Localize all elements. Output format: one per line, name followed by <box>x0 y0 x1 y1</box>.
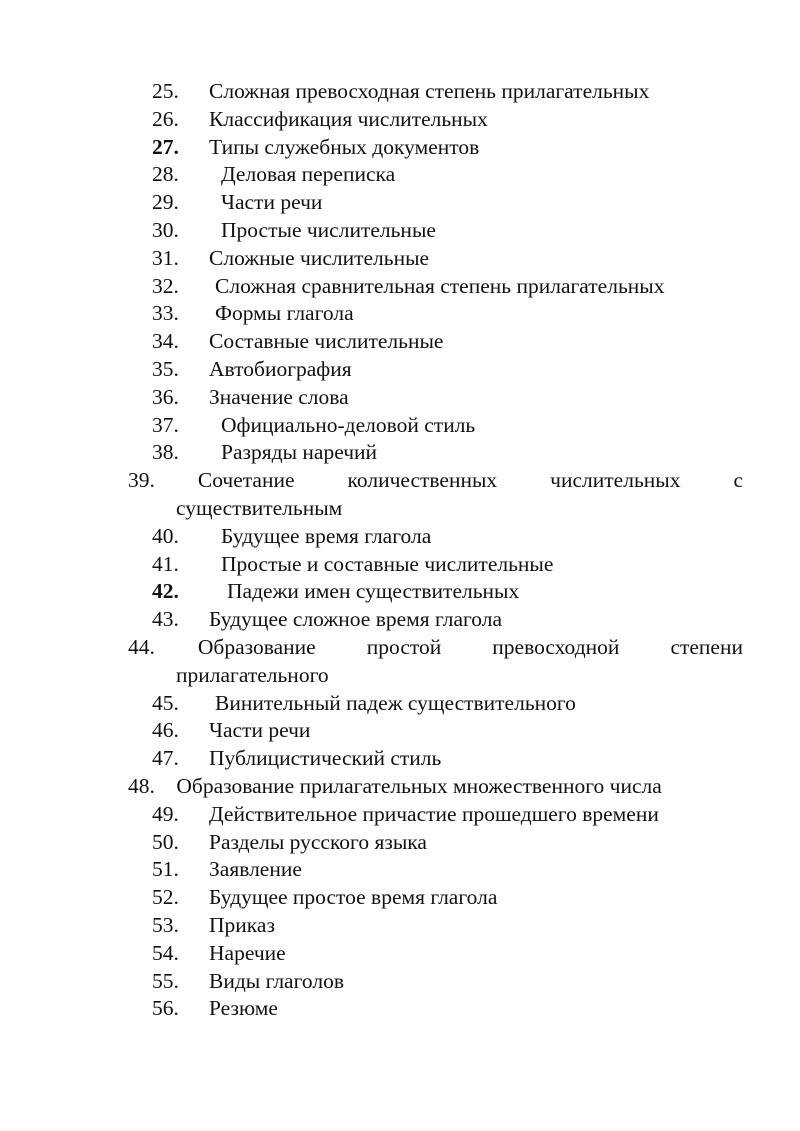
item-number: 32. <box>152 273 179 298</box>
item-number: 40. <box>152 523 179 548</box>
item-number: 36. <box>152 384 179 409</box>
item-number: 45. <box>152 690 179 715</box>
item-text: Официально-деловой стиль <box>221 412 476 437</box>
item-number: 29. <box>152 190 179 215</box>
item-number: 27. <box>152 134 179 159</box>
list-item <box>152 578 743 606</box>
list-item <box>128 467 743 523</box>
list-item <box>152 106 743 134</box>
list-item <box>152 717 743 745</box>
list-item <box>152 439 743 467</box>
item-text: Простые числительные <box>221 217 436 242</box>
list-item <box>152 745 743 773</box>
item-number: 52. <box>152 885 179 910</box>
list-item <box>152 690 743 718</box>
item-text: Разделы русского языка <box>209 829 427 854</box>
item-text: Публицистический стиль <box>209 746 442 771</box>
item-number: 26. <box>152 106 179 131</box>
item-text: Сочетание количественных числительных с существительным <box>176 468 743 520</box>
item-number: 35. <box>152 356 179 381</box>
item-number: 44. <box>128 634 155 659</box>
topic-list <box>128 78 743 1023</box>
list-item <box>152 273 743 301</box>
list-item <box>152 856 743 884</box>
item-text: Составные числительные <box>209 329 444 354</box>
list-item <box>152 551 743 579</box>
list-item <box>152 412 743 440</box>
item-text: Деловая переписка <box>221 162 396 187</box>
item-text: Приказ <box>209 912 275 937</box>
item-text: Образование прилагательных множественного числа <box>176 773 662 798</box>
item-number: 38. <box>152 440 179 465</box>
item-number: 28. <box>152 162 179 187</box>
item-text: Заявление <box>209 857 302 882</box>
item-number: 42. <box>152 579 179 604</box>
item-number: 50. <box>152 829 179 854</box>
item-number: 55. <box>152 968 179 993</box>
list-item <box>152 78 743 106</box>
item-number: 56. <box>152 996 179 1021</box>
item-number: 34. <box>152 329 179 354</box>
item-text: Значение слова <box>209 384 349 409</box>
list-item <box>152 884 743 912</box>
item-number: 31. <box>152 245 179 270</box>
item-text: Сложная сравнительная степень прилагательных <box>215 273 665 298</box>
list-item <box>152 356 743 384</box>
list-item <box>152 189 743 217</box>
item-text: Падежи имен существительных <box>227 579 520 604</box>
item-number: 51. <box>152 857 179 882</box>
list-item <box>128 634 743 690</box>
item-number: 54. <box>152 940 179 965</box>
list-item <box>152 384 743 412</box>
item-text: Части речи <box>221 190 323 215</box>
list-item <box>152 968 743 996</box>
list-item <box>152 995 743 1023</box>
list-item <box>152 829 743 857</box>
item-text: Будущее сложное время глагола <box>209 607 503 632</box>
item-number: 39. <box>128 468 155 493</box>
item-text: Винительный падеж существительного <box>215 690 576 715</box>
item-text: Будущее время глагола <box>221 523 432 548</box>
list-item <box>152 912 743 940</box>
item-number: 47. <box>152 746 179 771</box>
item-text: Классификация числительных <box>209 106 488 131</box>
list-item <box>152 134 743 162</box>
list-item <box>128 773 743 801</box>
item-text: Типы служебных документов <box>209 134 480 159</box>
item-text: Образование простой превосходной степени прилагательного <box>176 634 743 687</box>
item-number: 30. <box>152 217 179 242</box>
list-item <box>152 940 743 968</box>
item-text: Виды глаголов <box>209 968 344 993</box>
item-number: 53. <box>152 912 179 937</box>
item-text: Автобиография <box>209 356 352 381</box>
list-item <box>152 245 743 273</box>
item-text: Разряды наречий <box>221 440 378 465</box>
item-number: 33. <box>152 301 179 326</box>
item-text: Будущее простое время глагола <box>209 885 498 910</box>
item-number: 43. <box>152 607 179 632</box>
item-text: Резюме <box>209 996 278 1021</box>
list-item <box>152 161 743 189</box>
item-number: 48. <box>128 773 155 798</box>
item-text: Действительное причастие прошедшего времени <box>209 801 659 826</box>
list-item <box>152 801 743 829</box>
item-number: 46. <box>152 718 179 743</box>
item-text: Сложная превосходная степень прилагательных <box>209 79 650 103</box>
item-number: 37. <box>152 412 179 437</box>
item-text: Части речи <box>209 718 311 743</box>
item-text: Сложные числительные <box>209 245 430 270</box>
list-item <box>152 606 743 634</box>
item-text: Простые и составные числительные <box>221 551 554 576</box>
list-item <box>152 217 743 245</box>
item-number: 41. <box>152 551 179 576</box>
item-number: 25. <box>152 79 179 103</box>
list-item <box>152 523 743 551</box>
list-item <box>152 300 743 328</box>
item-text: Наречие <box>209 940 286 965</box>
list-item <box>152 328 743 356</box>
item-number: 49. <box>152 801 179 826</box>
item-text: Формы глагола <box>215 301 354 326</box>
